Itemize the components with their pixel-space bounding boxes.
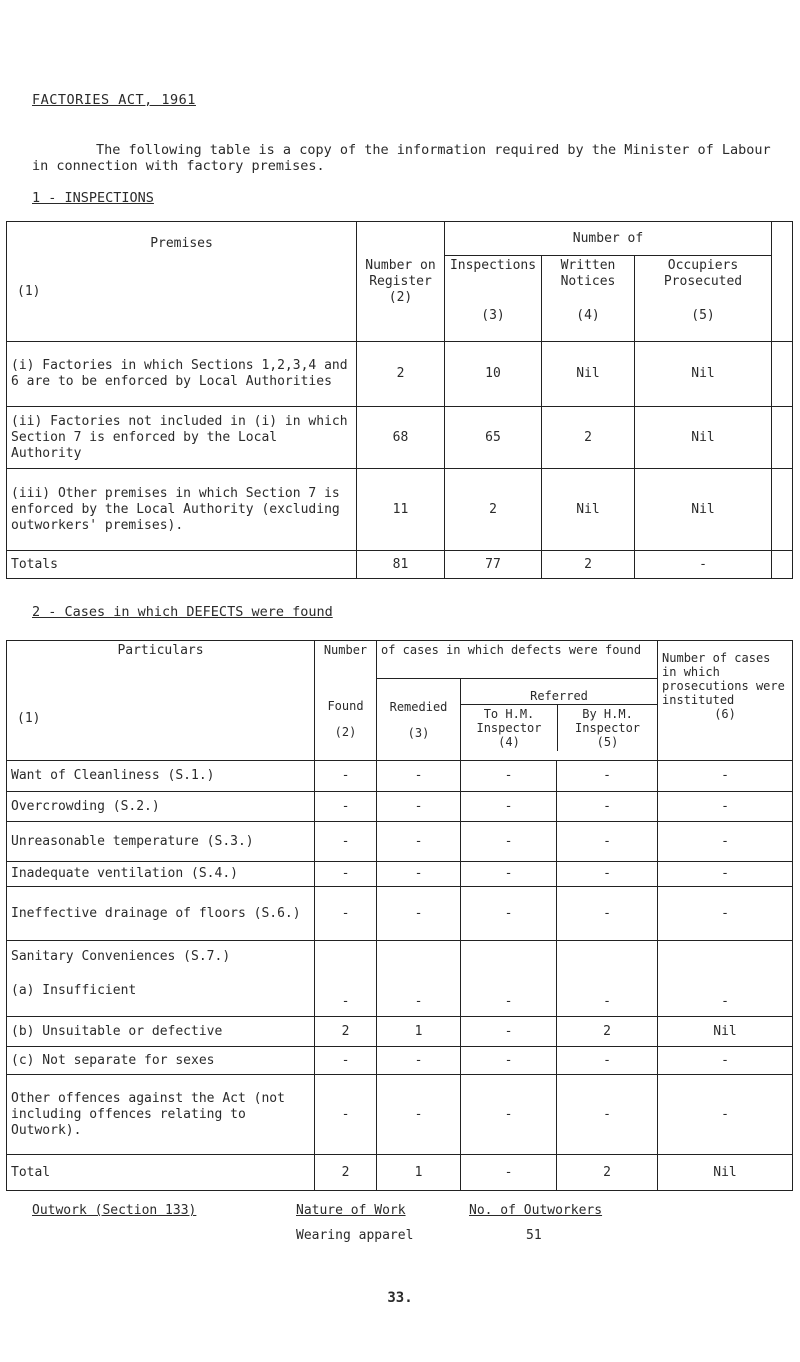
outworkers-count-value: 51: [526, 1228, 542, 1243]
found-header: Found (2): [315, 679, 377, 761]
table-row: Inadequate ventilation (S.4.) - - - - -: [7, 862, 793, 887]
page-heading: FACTORIES ACT, 1961: [32, 92, 196, 108]
nature-of-work-header: Nature of Work: [296, 1203, 406, 1218]
outwork-title: Outwork (Section 133): [32, 1203, 197, 1218]
table-row: (ii) Factories not included in (i) in which Section 7 is enforced by the Local Authority 68 65 2 Nil: [7, 407, 793, 469]
table-row: (c) Not separate for sexes - - - - -: [7, 1047, 793, 1075]
particulars-header: Particulars (1): [7, 641, 315, 761]
premises-header: Premises (1): [7, 222, 357, 342]
defects-table: [6, 640, 793, 1191]
table-row: Want of Cleanliness (S.1.) - - - - -: [7, 761, 793, 792]
totals-row: Totals 81 77 2 -: [7, 551, 793, 579]
total-row: Total 2 1 - 2 Nil: [7, 1155, 793, 1191]
section1-title: 1 - INSPECTIONS: [32, 190, 154, 206]
page-number: 33.: [387, 1290, 413, 1306]
table-row: (iii) Other premises in which Section 7 is enforced by the Local Authority (excluding outworkers' premises). 11 2 Nil Nil: [7, 469, 793, 551]
register-header: Number on Register (2): [357, 256, 445, 342]
cases-header: of cases in which defects were found: [377, 641, 658, 679]
section2-title: 2 - Cases in which DEFECTS were found: [32, 604, 333, 620]
intro-paragraph: The following table is a copy of the information required by the Minister of Labour in connection with factory premises.: [32, 142, 771, 174]
prosecuted-header: Occupiers Prosecuted (5): [635, 256, 772, 342]
outworkers-count-header: No. of Outworkers: [469, 1203, 603, 1218]
table-row: (i) Factories in which Sections 1,2,3,4 and 6 are to be enforced by Local Authorities 2 10 Nil Nil: [7, 342, 793, 407]
table-row: Ineffective drainage of floors (S.6.) - - - - -: [7, 887, 793, 941]
sanitary-heading: Sanitary Conveniences (S.7.): [11, 949, 231, 964]
table-row: Overcrowding (S.2.) - - - - -: [7, 792, 793, 822]
number-of-header: Number of: [445, 222, 772, 256]
number-header: Number: [315, 641, 377, 679]
notices-header: Written Notices (4): [542, 256, 635, 342]
table-row: (b) Unsuitable or defective 2 1 - 2 Nil: [7, 1017, 793, 1047]
table-row: Other offences against the Act (not including offences relating to Outwork). - - - - -: [7, 1075, 793, 1155]
referred-header: Referred To H.M. Inspector (4) By H.M. Inspector (5): [461, 679, 658, 761]
prosecutions-header: Number of cases in which prosecutions were instituted (6): [658, 641, 793, 761]
remedied-header: Remedied (3): [377, 679, 461, 761]
table-row: Unreasonable temperature (S.3.) - - - - -: [7, 822, 793, 862]
nature-of-work-value: Wearing apparel: [296, 1228, 414, 1243]
inspections-header: Inspections (3): [445, 256, 542, 342]
inspections-table: [6, 221, 793, 579]
table-row: Sanitary Conveniences (S.7.) (a) Insufficient - - - - -: [7, 941, 793, 1017]
